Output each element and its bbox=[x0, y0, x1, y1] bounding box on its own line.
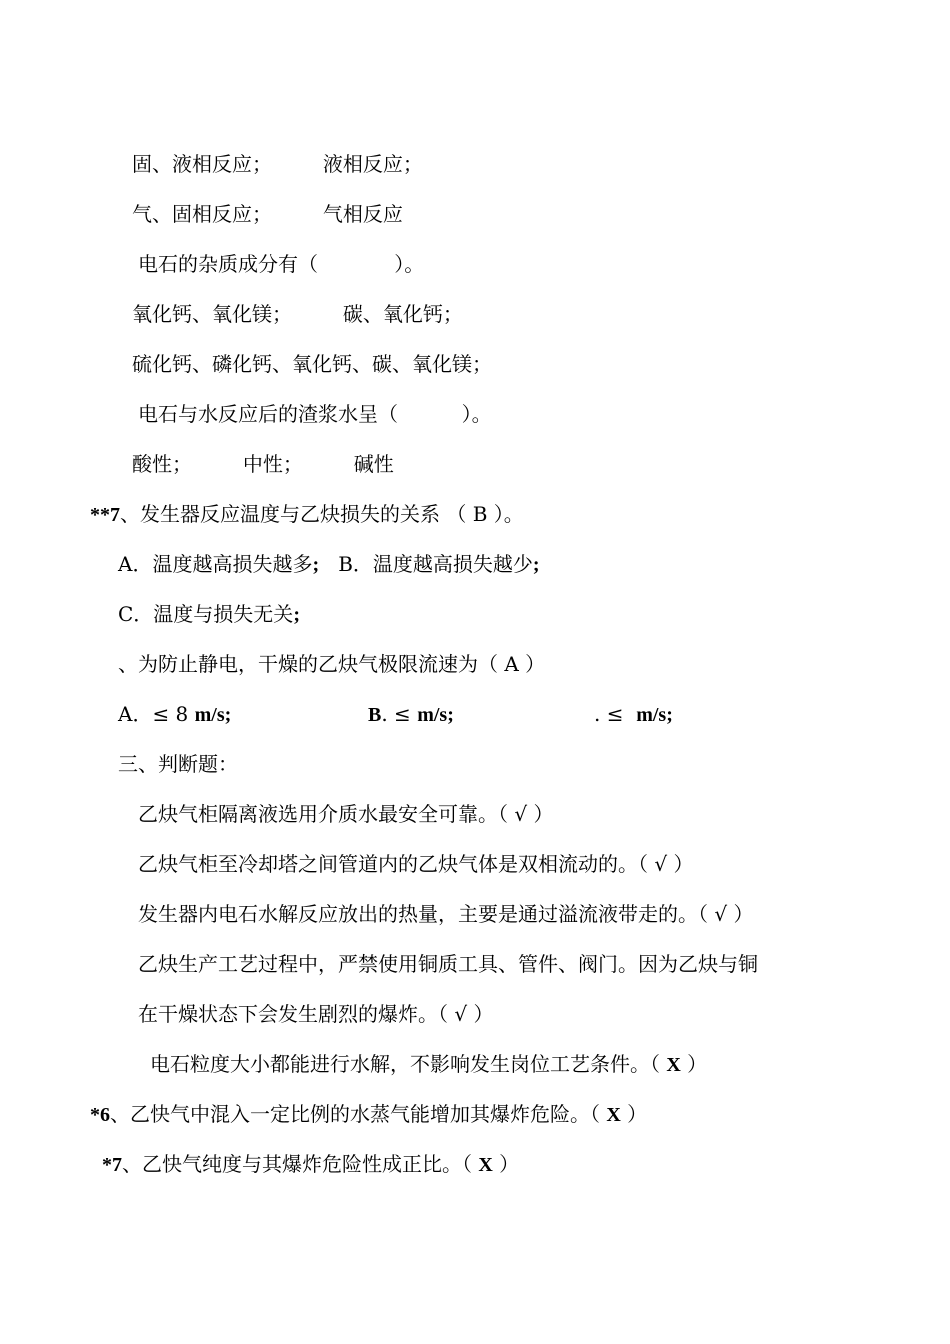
judgement-4-line-2: 在干燥状态下会发生剧烈的爆炸。（ √ ） bbox=[138, 1002, 494, 1026]
judgement-5-mark: X bbox=[666, 1054, 681, 1076]
option-line-slurry: 酸性； 中性； 碱性 bbox=[132, 452, 394, 476]
judgement-7-text: 、乙快气纯度与其爆炸危险性成正比。（ bbox=[122, 1152, 479, 1176]
judgement-5 bbox=[150, 1050, 707, 1079]
section-title: 三、判断题： bbox=[118, 752, 238, 776]
option-line-impurities-2: 硫化钙、磷化钙、氧化钙、碳、氧化镁； bbox=[132, 352, 492, 376]
option-b-separator: ; bbox=[532, 554, 540, 576]
question-7-option-c bbox=[118, 600, 300, 629]
judgement-1: 乙炔气柜隔离液选用介质水最安全可靠。（ √ ） bbox=[138, 802, 554, 826]
question-slurry: 电石与水反应后的渣浆水呈（ ）。 bbox=[138, 402, 492, 426]
option-b-mid: . ≤ bbox=[381, 702, 418, 726]
option-b-label: B bbox=[368, 704, 382, 726]
judgement-6-text: 、乙快气中混入一定比例的水蒸气能增加其爆炸危险。（ bbox=[110, 1102, 607, 1126]
judgement-7-number: *7 bbox=[102, 1154, 122, 1176]
question-8-option-a bbox=[118, 700, 231, 729]
question-8-option-b bbox=[368, 700, 454, 729]
judgement-7-mark: X bbox=[478, 1154, 493, 1176]
option-a-separator: ; bbox=[312, 554, 320, 576]
question-7 bbox=[90, 500, 524, 529]
judgement-5-end: ） bbox=[680, 1052, 708, 1076]
option-c: C．温度与损失无关 bbox=[118, 602, 294, 626]
judgement-6-end: ） bbox=[620, 1102, 648, 1126]
option-b-unit: m/s; bbox=[417, 704, 454, 726]
judgement-6 bbox=[90, 1100, 647, 1129]
judgement-2: 乙炔气柜至冷却塔之间管道内的乙炔气体是双相流动的。（ √ ） bbox=[138, 852, 694, 876]
judgement-7-end: ） bbox=[492, 1152, 520, 1176]
option-a-unit: m/s; bbox=[194, 704, 232, 726]
option-c-mid: . ≤ bbox=[594, 702, 637, 726]
question-impurities: 电石的杂质成分有（ ）。 bbox=[138, 252, 425, 276]
option-line-phase-2: 气、固相反应； 气相反应 bbox=[132, 202, 403, 226]
question-8: 、为防止静电，干燥的乙炔气极限流速为（ A ） bbox=[118, 652, 546, 676]
option-a: A．温度越高损失越多 bbox=[118, 552, 313, 576]
option-line-impurities-1: 氧化钙、氧化镁； 碳、氧化钙； bbox=[132, 302, 463, 326]
option-line-phase-1: 固、液相反应； 液相反应； bbox=[132, 152, 423, 176]
option-a-label: A．≤ 8 bbox=[118, 702, 195, 726]
judgement-5-text: 电石粒度大小都能进行水解，不影响发生岗位工艺条件。（ bbox=[150, 1052, 667, 1076]
judgement-6-mark: X bbox=[606, 1104, 621, 1126]
judgement-4-line-1: 乙炔生产工艺过程中，严禁使用铜质工具、管件、阀门。因为乙炔与铜 bbox=[138, 952, 758, 976]
judgement-7 bbox=[102, 1150, 519, 1179]
option-b: B．温度越高损失越少 bbox=[319, 552, 533, 576]
question-8-option-c bbox=[594, 700, 673, 729]
question-7-options-ab bbox=[118, 550, 540, 579]
option-c-unit: m/s; bbox=[636, 704, 673, 726]
judgement-6-number: *6 bbox=[90, 1104, 110, 1126]
option-c-separator: ; bbox=[293, 604, 300, 626]
judgement-3: 发生器内电石水解反应放出的热量，主要是通过溢流液带走的。（ √ ） bbox=[138, 902, 754, 926]
question-7-text: 、发生器反应温度与乙炔损失的关系 （ B ）。 bbox=[120, 502, 524, 526]
question-7-number: **7 bbox=[90, 504, 120, 526]
